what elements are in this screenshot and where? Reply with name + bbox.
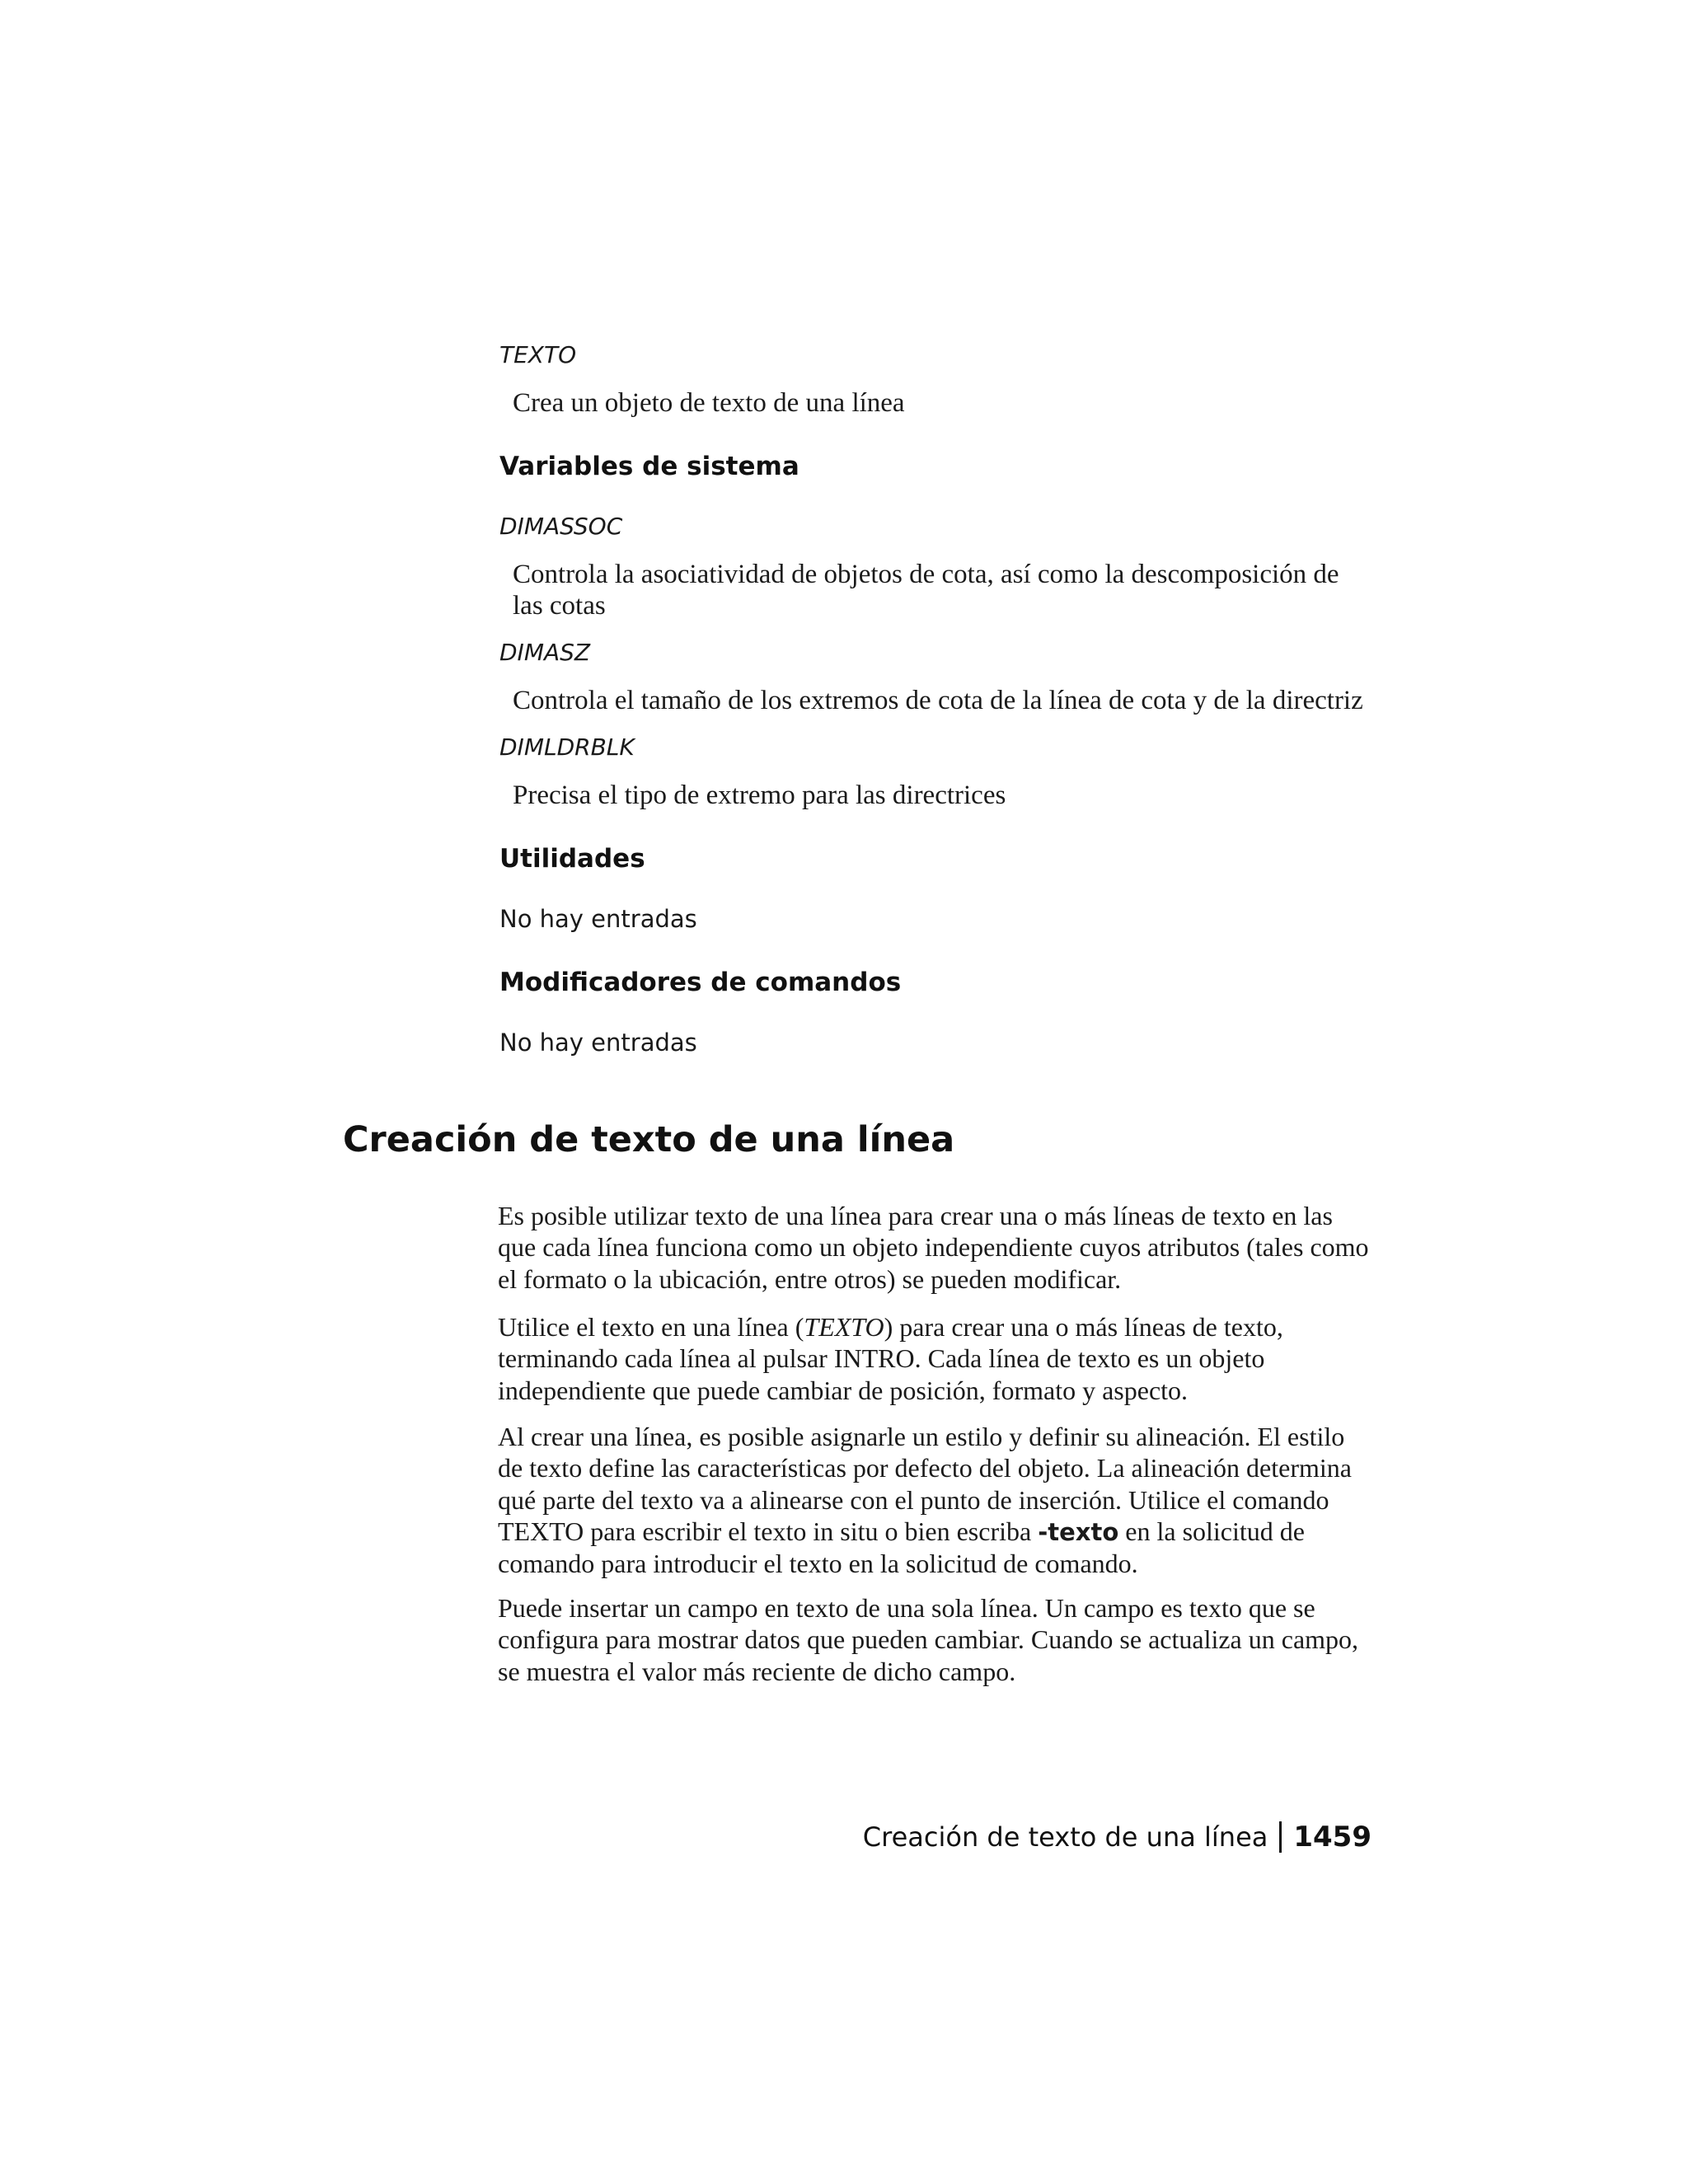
- variable-description-dimassoc-line2: las cotas: [513, 591, 606, 621]
- paragraph-2-command-italic: TEXTO: [804, 1312, 884, 1342]
- paragraph-3-text-after: en la solicitud de comando para introducir el texto en la solicitud de comando.: [498, 1516, 1305, 1579]
- utilities-text: No hay entradas: [499, 905, 697, 933]
- command-description-texto: Crea un objeto de texto de una línea: [513, 388, 905, 418]
- system-variables-heading: Variables de sistema: [499, 452, 799, 481]
- paragraph-2-text-after: ) para crear una o más líneas de texto, terminando cada línea al pulsar INTRO. Cada línea de texto es un objeto independiente que puede cambiar de posición, formato y aspecto.: [498, 1312, 1283, 1405]
- utilities-heading: Utilidades: [499, 844, 645, 874]
- command-modifiers-text: No hay entradas: [499, 1029, 697, 1057]
- section-title: Creación de texto de una línea: [343, 1119, 955, 1160]
- page-number: 1459: [1293, 1821, 1372, 1854]
- paragraph-2-text-before: Utilice el texto en una línea (: [498, 1312, 804, 1342]
- page-footer: [863, 1817, 1372, 1857]
- paragraph-2: [498, 1311, 1373, 1406]
- footer-title: Creación de texto de una línea: [862, 1821, 1268, 1853]
- variable-description-dimldrblk: Precisa el tipo de extremo para las directrices: [513, 780, 1006, 810]
- variable-name-dimldrblk: DIMLDRBLK: [499, 733, 635, 761]
- footer-separator: [1279, 1821, 1282, 1853]
- variable-description-dimassoc-line1: Controla la asociatividad de objetos de cota, así como la descomposición de: [513, 560, 1339, 589]
- paragraph-3-command-bold: -texto: [1038, 1517, 1119, 1546]
- paragraph-1: Es posible utilizar texto de una línea para crear una o más líneas de texto en las que cada línea funciona como un objeto independiente cuyos atributos (tales como el formato o la ubicación, entre otros) se pueden modificar.: [498, 1201, 1369, 1294]
- variable-name-dimasz: DIMASZ: [499, 639, 591, 666]
- variable-name-dimassoc: DIMASSOC: [499, 513, 623, 540]
- paragraph-4: Puede insertar un campo en texto de una sola línea. Un campo es texto que se configura para mostrar datos que pueden cambiar. Cuando se actualiza un campo, se muestra el valor más reciente de dicho campo.: [498, 1593, 1359, 1686]
- variable-description-dimasz: Controla el tamaño de los extremos de cota de la línea de cota y de la directriz: [513, 686, 1363, 715]
- command-name-texto: TEXTO: [499, 341, 577, 368]
- paragraph-3: [498, 1421, 1373, 1579]
- paragraph-3-text-before: Al crear una línea, es posible asignarle un estilo y definir su alineación. El estilo de texto define las características por defecto del objeto. La alineación determina qué parte del texto va a alinearse con el punto de inserción. Utilice el comando TEXTO para escribir el texto in situ o bien escriba: [498, 1422, 1352, 1546]
- command-modifiers-heading: Modificadores de comandos: [499, 968, 902, 997]
